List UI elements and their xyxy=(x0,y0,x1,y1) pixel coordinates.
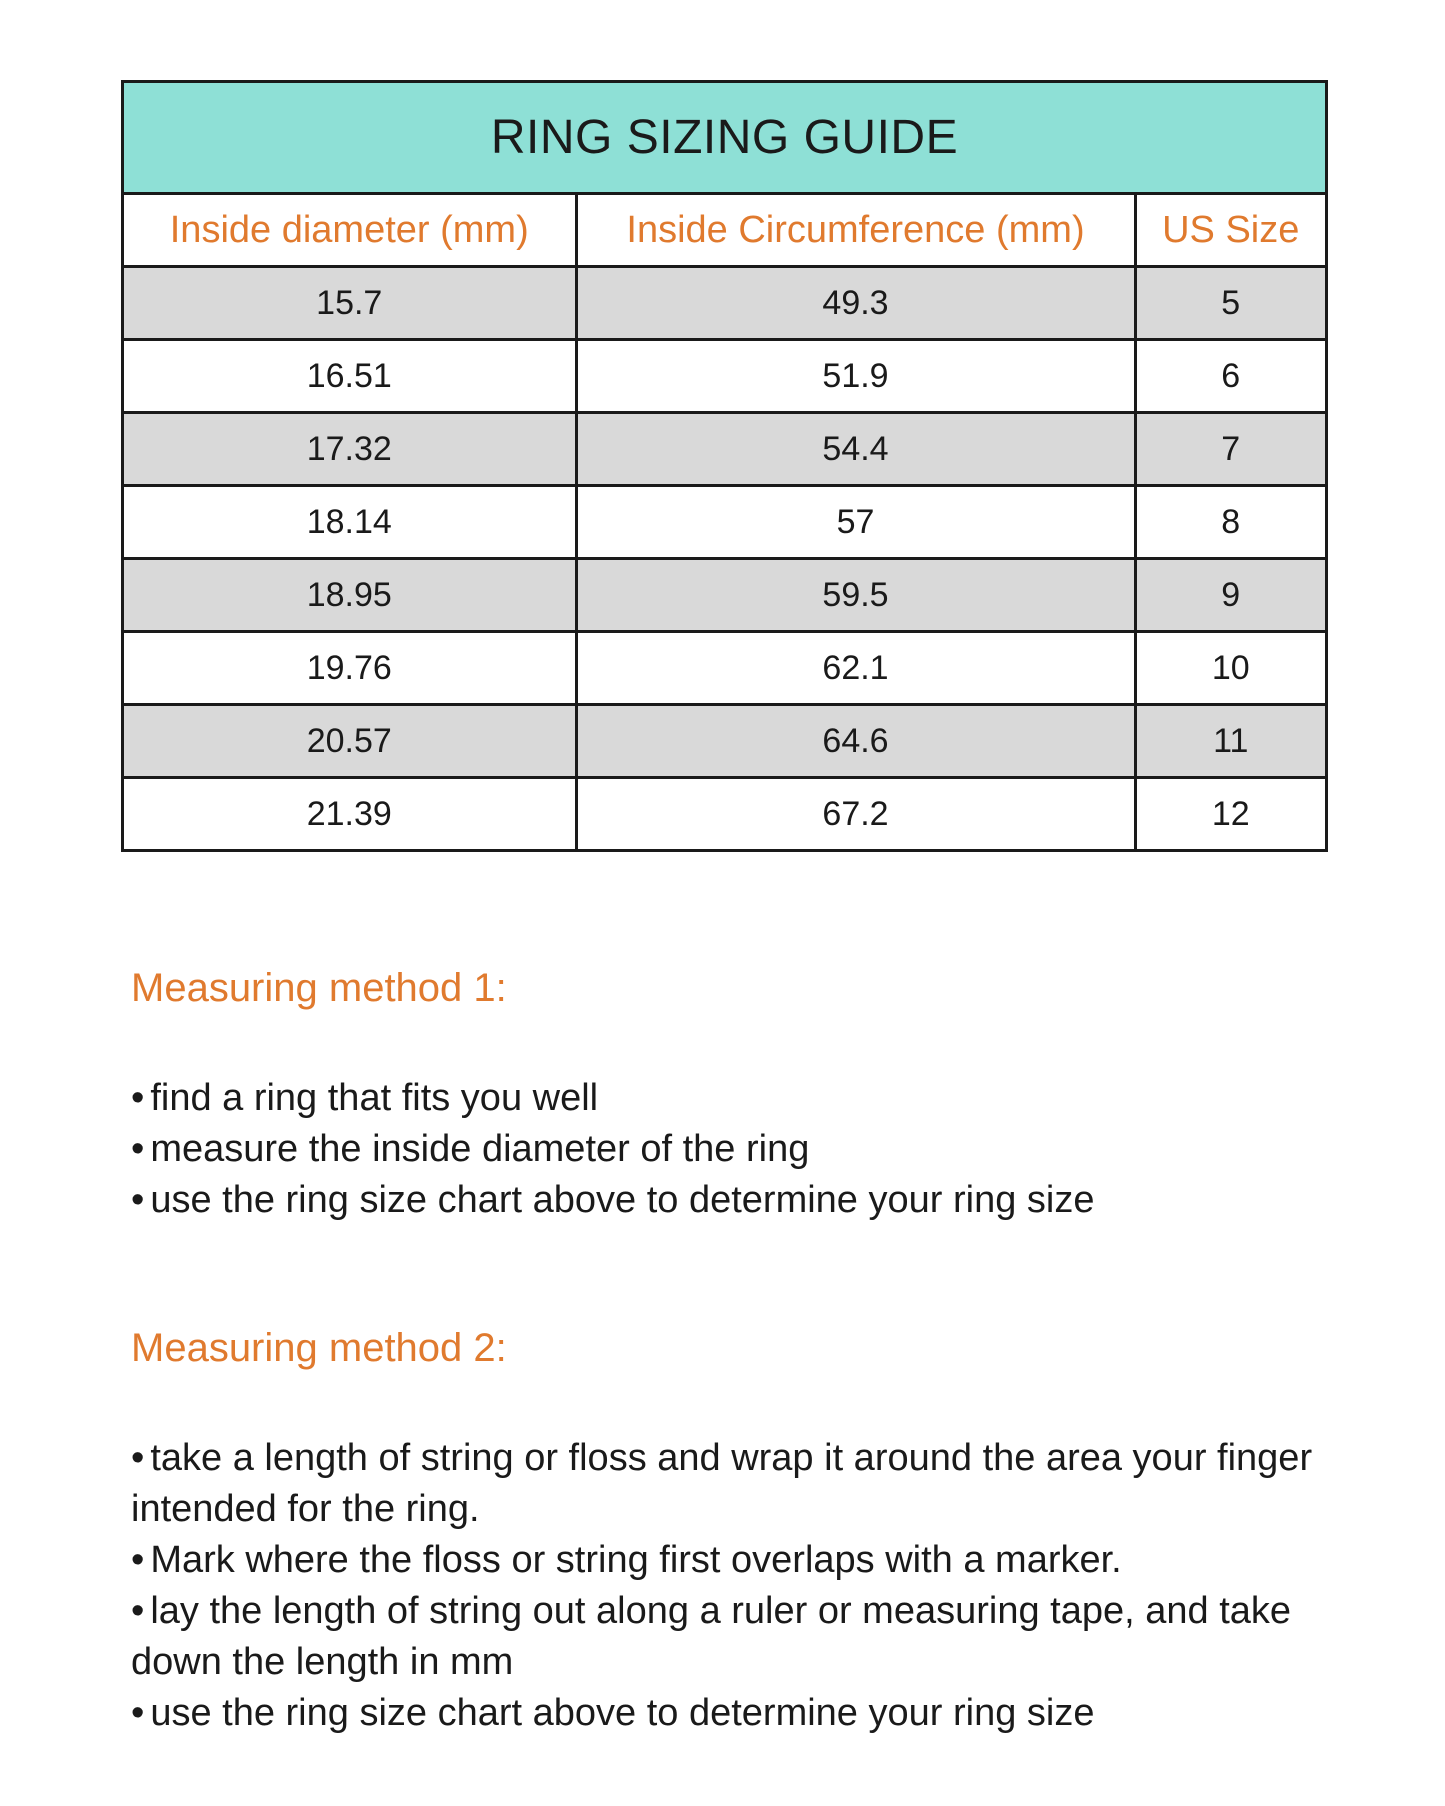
table-row xyxy=(124,705,1325,778)
cell-us-size: 11 xyxy=(1135,705,1325,778)
step-text: Mark where the floss or string first overlaps with a marker. xyxy=(150,1539,1122,1581)
step-text: lay the length of string out along a ruler or measuring tape, and take down the length in mm xyxy=(131,1590,1292,1683)
method-2-heading: Measuring method 2: xyxy=(131,1326,507,1370)
cell-us-size: 9 xyxy=(1135,559,1325,632)
step-text: measure the inside diameter of the ring xyxy=(150,1128,810,1170)
cell-diameter: 16.51 xyxy=(124,340,576,413)
measuring-method-1 xyxy=(131,966,1331,1226)
cell-circumference: 54.4 xyxy=(576,413,1135,486)
cell-diameter: 19.76 xyxy=(124,632,576,705)
table-row xyxy=(124,559,1325,632)
list-item xyxy=(131,1124,1331,1175)
table-row xyxy=(124,267,1325,340)
cell-us-size: 7 xyxy=(1135,413,1325,486)
size-chart xyxy=(124,195,1325,849)
table-row xyxy=(124,413,1325,486)
bullet-icon: • xyxy=(131,1077,145,1119)
list-item xyxy=(131,1688,1331,1739)
measuring-method-2 xyxy=(131,1326,1331,1739)
cell-diameter: 18.14 xyxy=(124,486,576,559)
list-item xyxy=(131,1586,1331,1688)
cell-circumference: 67.2 xyxy=(576,778,1135,850)
step-text: use the ring size chart above to determine your ring size xyxy=(150,1179,1095,1221)
method-1-steps xyxy=(131,1073,1331,1226)
bullet-icon: • xyxy=(131,1179,145,1221)
cell-us-size: 5 xyxy=(1135,267,1325,340)
cell-circumference: 51.9 xyxy=(576,340,1135,413)
table-row xyxy=(124,778,1325,850)
cell-circumference: 59.5 xyxy=(576,559,1135,632)
table-row xyxy=(124,340,1325,413)
table-row xyxy=(124,486,1325,559)
bullet-icon: • xyxy=(131,1128,145,1170)
cell-diameter: 17.32 xyxy=(124,413,576,486)
cell-us-size: 8 xyxy=(1135,486,1325,559)
list-item xyxy=(131,1175,1331,1226)
header-inside-diameter: Inside diameter (mm) xyxy=(124,195,576,267)
cell-diameter: 20.57 xyxy=(124,705,576,778)
header-inside-circumference: Inside Circumference (mm) xyxy=(576,195,1135,267)
step-text: use the ring size chart above to determine your ring size xyxy=(150,1692,1095,1734)
cell-diameter: 15.7 xyxy=(124,267,576,340)
method-1-heading: Measuring method 1: xyxy=(131,966,507,1010)
cell-circumference: 49.3 xyxy=(576,267,1135,340)
ring-size-table xyxy=(121,80,1328,852)
cell-circumference: 62.1 xyxy=(576,632,1135,705)
step-text: find a ring that fits you well xyxy=(150,1077,599,1119)
cell-diameter: 18.95 xyxy=(124,559,576,632)
header-row xyxy=(124,195,1325,267)
bullet-icon: • xyxy=(131,1539,145,1581)
list-item xyxy=(131,1433,1331,1535)
cell-diameter: 21.39 xyxy=(124,778,576,850)
header-us-size: US Size xyxy=(1135,195,1325,267)
bullet-icon: • xyxy=(131,1692,145,1734)
list-item xyxy=(131,1073,1331,1124)
step-text: take a length of string or floss and wrap it around the area your finger intended for the ring. xyxy=(131,1437,1313,1530)
cell-us-size: 10 xyxy=(1135,632,1325,705)
bullet-icon: • xyxy=(131,1437,145,1479)
table-row xyxy=(124,632,1325,705)
cell-us-size: 12 xyxy=(1211,794,1250,833)
cell-us-size: 6 xyxy=(1135,340,1325,413)
method-2-steps xyxy=(131,1433,1331,1739)
table-title: RING SIZING GUIDE xyxy=(124,83,1325,195)
bullet-icon: • xyxy=(131,1590,145,1632)
list-item xyxy=(131,1535,1331,1586)
cell-circumference: 57 xyxy=(576,486,1135,559)
cell-circumference: 64.6 xyxy=(576,705,1135,778)
